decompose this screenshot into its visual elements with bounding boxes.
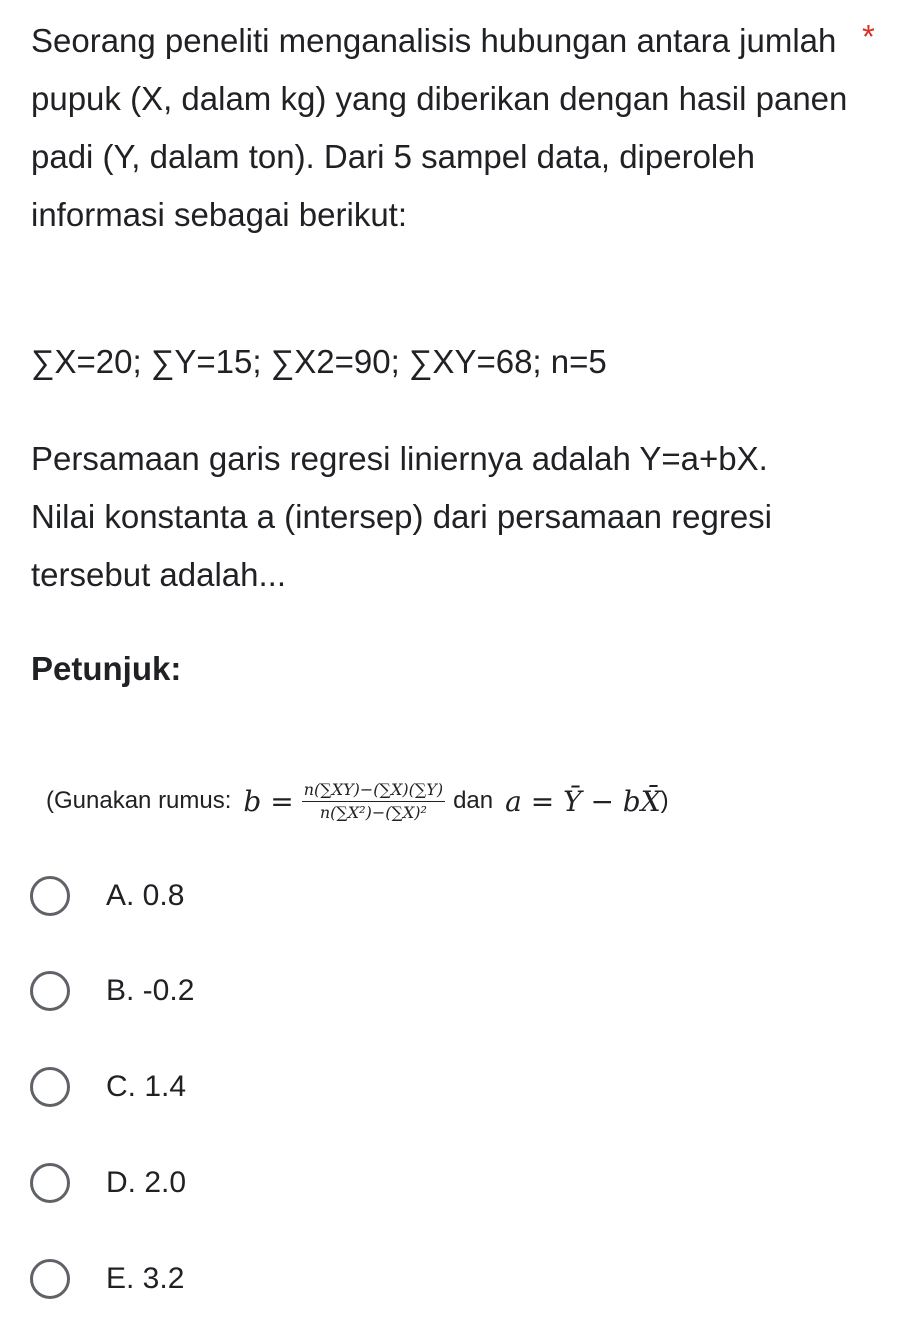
option-b[interactable] <box>30 967 194 1015</box>
option-d[interactable] <box>30 1159 186 1207</box>
radio-button-icon[interactable] <box>30 876 70 916</box>
given-sums: ∑X=20; ∑Y=15; ∑X2=90; ∑XY=68; n=5 <box>31 343 607 380</box>
option-a[interactable] <box>30 872 184 920</box>
formula-numerator: n(∑XY)−(∑X)(∑Y) <box>302 780 445 802</box>
option-c[interactable] <box>30 1063 186 1111</box>
radio-button-icon[interactable] <box>30 971 70 1011</box>
formula-b-lhs: b = <box>243 784 294 818</box>
formula-prefix: (Gunakan rumus: <box>46 787 232 814</box>
formula-hint <box>46 766 669 836</box>
option-label: B. -0.2 <box>106 974 195 1007</box>
option-label: A. 0.8 <box>106 879 185 912</box>
formula-denominator: n(∑X²)−(∑X)² <box>319 802 427 822</box>
radio-button-icon[interactable] <box>30 1163 70 1203</box>
formula-fraction <box>302 780 445 823</box>
formula-middle: dan <box>453 787 494 814</box>
radio-button-icon[interactable] <box>30 1067 70 1107</box>
option-label: C. 1.4 <box>106 1070 187 1103</box>
formula-suffix: ) <box>660 787 669 814</box>
required-asterisk: * <box>862 18 875 55</box>
question-text: Seorang peneliti menganalisis hubungan antara jumlah pupuk (X, dalam kg) yang diberikan dengan hasil panen padi (Y, dalam ton). Dari 5 sampel data, diperoleh informasi sebagai berikut: <box>31 22 848 233</box>
option-label: D. 2.0 <box>106 1166 187 1199</box>
hint-title: Petunjuk: <box>31 650 182 687</box>
option-label: E. 3.2 <box>106 1262 185 1295</box>
radio-button-icon[interactable] <box>30 1259 70 1299</box>
question-instruction: Persamaan garis regresi liniernya adalah Y=a+bX. Nilai konstanta a (intersep) dari persamaan regresi tersebut adalah... <box>31 440 773 593</box>
option-e[interactable] <box>30 1255 184 1303</box>
formula-a-expr: a = Ȳ − bX̄ <box>505 784 661 818</box>
